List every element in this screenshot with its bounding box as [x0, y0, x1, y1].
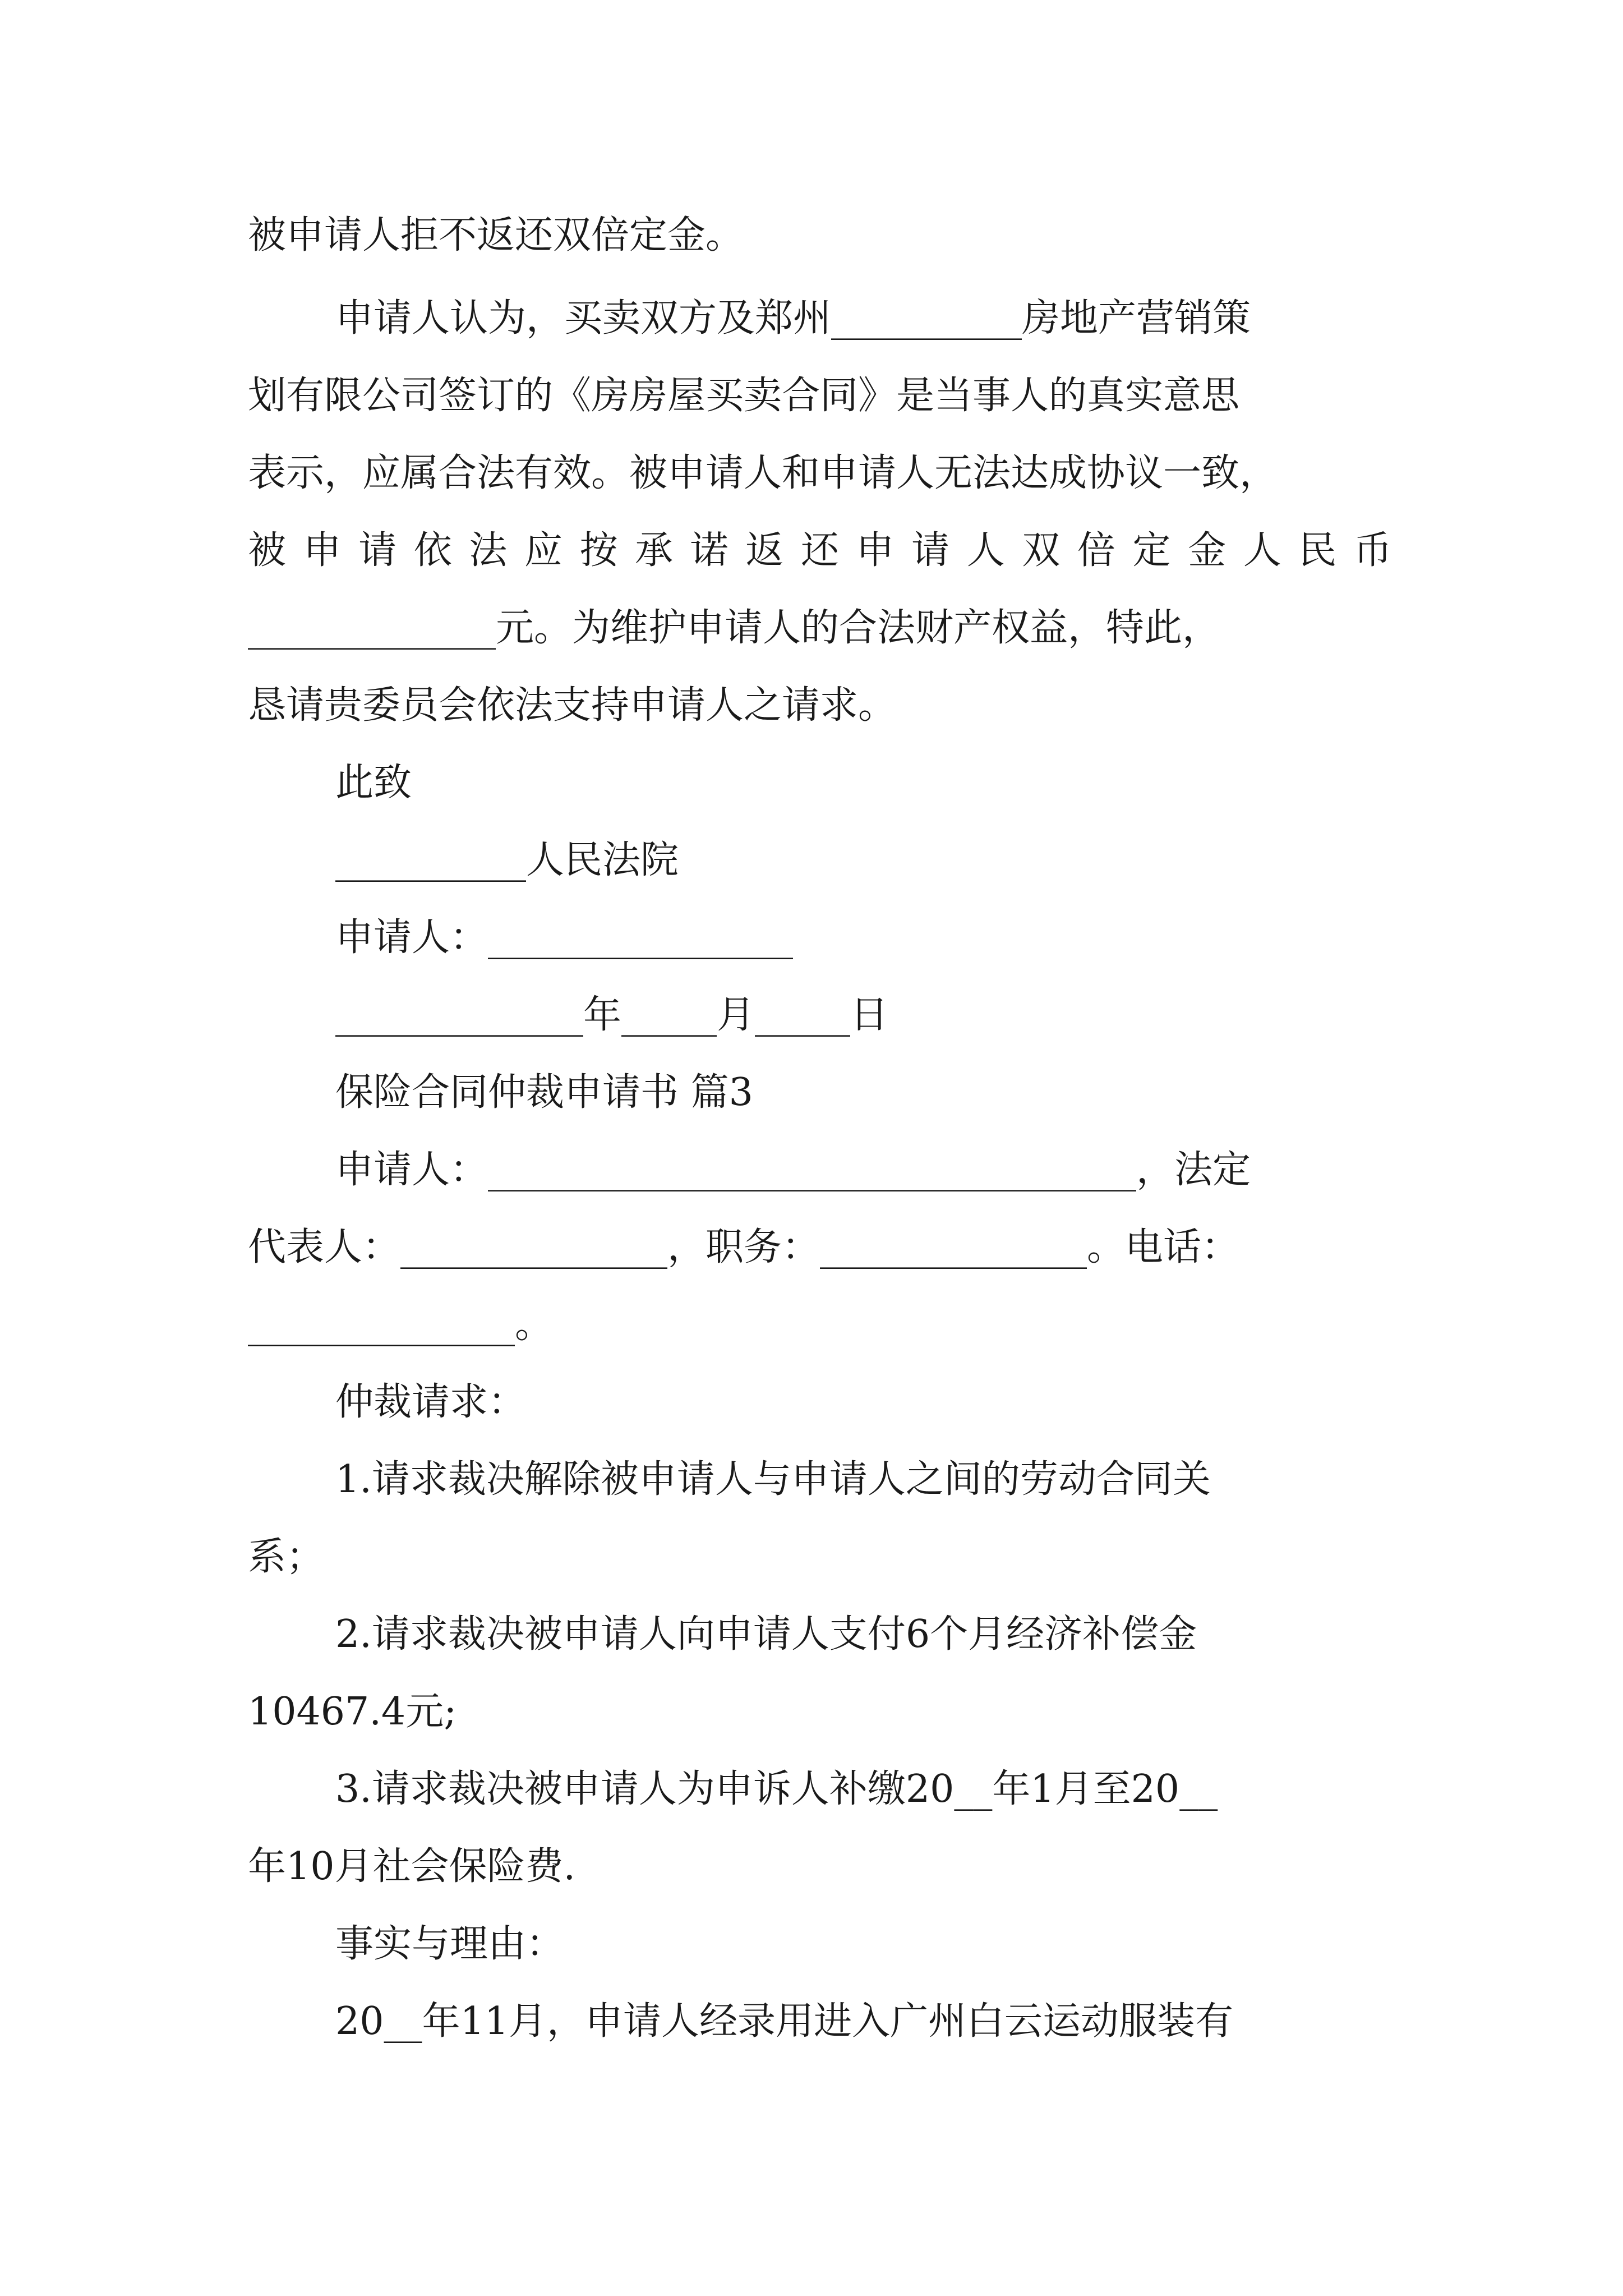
- request-item-3: 3.请求裁决被申请人为申诉人补缴20__年1月至20__: [335, 1767, 1218, 1811]
- paragraph-line: _____________元。为维护申请人的合法财产权益，特此，: [248, 606, 1221, 650]
- justified-char: 币: [1353, 528, 1392, 573]
- justified-char: 倍: [1077, 528, 1115, 573]
- justified-char: 还: [800, 528, 839, 573]
- justified-paragraph-line: [248, 524, 1392, 578]
- signature-date: _____________年_____月_____日: [335, 993, 889, 1037]
- justified-char: 被: [248, 528, 287, 573]
- recipient-court: __________人民法院: [335, 838, 679, 882]
- justified-char: 申: [856, 528, 895, 573]
- paragraph-line: 表示，应属合法有效。被申请人和申请人无法达成协议一致，: [248, 451, 1278, 495]
- justified-char: 金: [1188, 528, 1227, 573]
- justified-char: 依: [413, 528, 452, 573]
- request-item-1: 1.请求裁决解除被申请人与申请人之间的劳动合同关: [335, 1457, 1211, 1502]
- paragraph-line: 划有限公司签订的《房房屋买卖合同》是当事人的真实意思: [248, 374, 1240, 418]
- paragraph-line: 20__年11月，申请人经录用进入广州白云运动服装有: [335, 1999, 1234, 2044]
- justified-char: 请: [358, 528, 397, 573]
- request-item-2: 2.请求裁决被申请人向申请人支付6个月经济补偿金: [335, 1612, 1197, 1657]
- paragraph-line: 被申请人拒不返还双倍定金。: [248, 213, 744, 257]
- justified-char: 请: [911, 528, 950, 573]
- request-item-2-cont: 10467.4元;: [248, 1690, 457, 1734]
- paragraph-line: 恳请贵委员会依法支持申请人之请求。: [248, 683, 897, 728]
- justified-char: 按: [579, 528, 618, 573]
- arbitration-request-heading: 仲裁请求：: [335, 1380, 527, 1424]
- justified-char: 诺: [690, 528, 728, 573]
- section-heading: 保险合同仲裁申请书 篇3: [335, 1070, 753, 1115]
- facts-reasons-heading: 事实与理由：: [335, 1922, 565, 1966]
- paragraph-line: 代表人：______________，职务：______________。电话：: [248, 1225, 1240, 1269]
- justified-char: 承: [635, 528, 674, 573]
- justified-char: 应: [524, 528, 562, 573]
- justified-char: 返: [745, 528, 784, 573]
- paragraph-line: 申请人认为，买卖双方及郑州__________房地产营销策: [335, 296, 1251, 341]
- justified-char: 人: [966, 528, 1005, 573]
- paragraph-line: ______________。: [248, 1303, 554, 1347]
- justified-char: 定: [1132, 528, 1171, 573]
- justified-char: 人: [1243, 528, 1281, 573]
- salutation: 此致: [335, 761, 412, 805]
- request-item-3-cont: 年10月社会保险费.: [248, 1844, 576, 1889]
- justified-char: 申: [303, 528, 342, 573]
- justified-char: 法: [469, 528, 508, 573]
- justified-char: 双: [1022, 528, 1061, 573]
- applicant-signature: 申请人：________________: [335, 915, 794, 960]
- justified-char: 民: [1298, 528, 1337, 573]
- paragraph-line: 申请人：__________________________________，法定: [335, 1148, 1251, 1192]
- request-item-1-cont: 系；: [248, 1535, 325, 1579]
